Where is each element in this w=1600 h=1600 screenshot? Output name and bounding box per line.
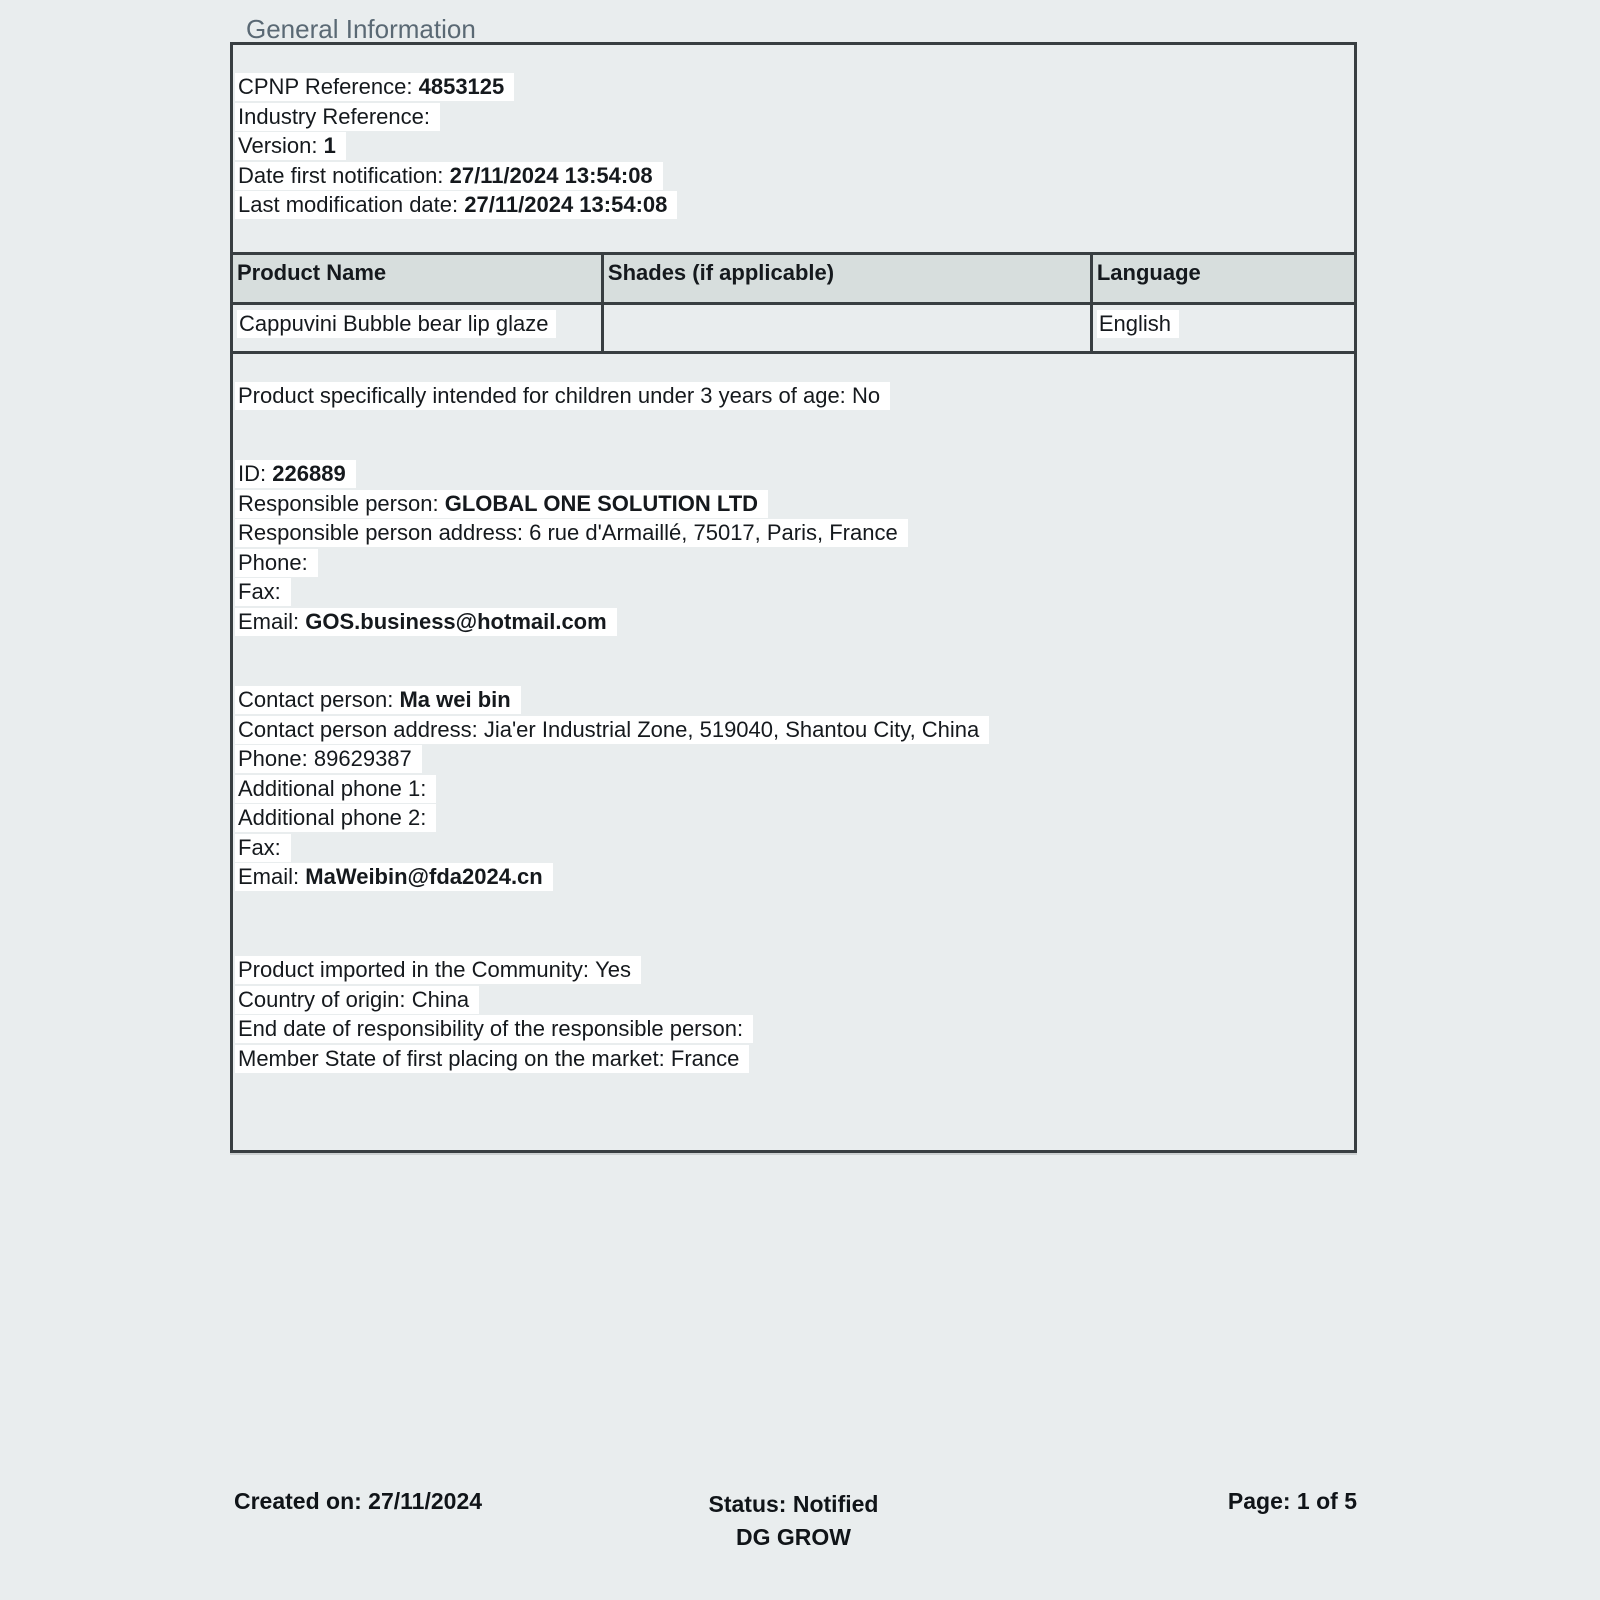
field-value: 226889 [272, 461, 346, 486]
field-value: No [851, 383, 881, 408]
field-label: Responsible person: [238, 490, 439, 516]
field-value: GLOBAL ONE SOLUTION LTD [444, 490, 759, 516]
field-responsible-person-address [235, 518, 1352, 548]
children-intended-block [235, 381, 1352, 411]
field-label: Country of origin: [238, 986, 406, 1012]
field-label: Contact person address: [238, 716, 478, 742]
field-value: 1 [323, 133, 336, 158]
field-responsible-person [235, 489, 1352, 519]
field-label: Product specifically intended for children under 3 years of age: [238, 383, 846, 408]
field-value: China [411, 986, 470, 1012]
field-last-modification-date [235, 190, 1352, 220]
footer-org: DG GROW [736, 1524, 851, 1550]
field-additional-phone-2 [235, 803, 1352, 833]
field-value: MaWeibin@fda2024.cn [305, 864, 543, 889]
col-header-language: Language [1091, 254, 1355, 304]
field-label: Fax: [238, 834, 281, 860]
col-header-shades: Shades (if applicable) [602, 254, 1091, 304]
general-information-panel [230, 42, 1357, 1153]
field-value: 27/11/2024 13:54:08 [464, 192, 668, 217]
field-date-first-notification [235, 161, 1352, 191]
field-country-of-origin [235, 985, 1352, 1015]
cell-product-name: Cappuvini Bubble bear lip glaze [232, 304, 603, 353]
field-contact-fax [235, 833, 1352, 863]
table-row [232, 304, 1356, 353]
field-label: Member State of first placing on the market: [238, 1045, 665, 1071]
field-label: Phone: [238, 549, 308, 575]
field-value: Ma wei bin [399, 687, 511, 712]
field-label: Industry Reference: [238, 103, 430, 129]
field-rp-email [235, 607, 1352, 637]
product-table [230, 252, 1357, 354]
field-label: Version: [238, 133, 318, 158]
footer-created-on: Created on: 27/11/2024 [234, 1488, 483, 1514]
field-member-state-first-placing [235, 1044, 1352, 1074]
field-label: Phone: [238, 746, 308, 771]
field-value: 6 rue d'Armaillé, 75017, Paris, France [529, 520, 898, 545]
field-contact-email [235, 862, 1352, 892]
field-label: Product imported in the Community: [238, 957, 589, 982]
field-children-under-3 [235, 381, 1352, 411]
footer-status: Status: Notified [708, 1491, 879, 1517]
field-value: 27/11/2024 13:54:08 [449, 162, 653, 188]
notification-reference-block [235, 72, 1352, 220]
field-label: Email: [238, 608, 300, 634]
field-label: Additional phone 2: [238, 805, 427, 830]
field-version [235, 131, 1352, 161]
field-value: France [670, 1045, 740, 1071]
field-label: Additional phone 1: [238, 775, 427, 801]
field-value: 89629387 [313, 746, 412, 771]
col-header-product-name: Product Name [232, 254, 603, 304]
field-label: Email: [238, 864, 300, 889]
footer-page-number: Page: 1 of 5 [1227, 1488, 1357, 1514]
import-info-block [235, 955, 1352, 1073]
field-value: Jia'er Industrial Zone, 519040, Shantou City, China [483, 716, 980, 742]
field-rp-fax [235, 577, 1352, 607]
field-industry-reference [235, 102, 1352, 132]
cell-language: English [1091, 304, 1355, 353]
field-label: Responsible person address: [238, 520, 523, 545]
cell-shades [602, 304, 1091, 353]
responsible-person-block [235, 459, 1352, 636]
field-rp-phone [235, 548, 1352, 578]
field-label: ID: [238, 461, 267, 486]
field-label: Fax: [238, 579, 281, 604]
field-contact-person [235, 685, 1352, 715]
contact-person-block [235, 685, 1352, 892]
field-contact-phone [235, 744, 1352, 774]
field-label: Date first notification: [238, 162, 444, 188]
field-id [235, 459, 1352, 489]
table-header-row [232, 254, 1356, 304]
field-contact-person-address [235, 715, 1352, 745]
field-label: End date of responsibility of the responsible person: [238, 1016, 744, 1041]
field-value: GOS.business@hotmail.com [305, 608, 607, 634]
field-cpnp-reference [235, 72, 1352, 102]
field-label: Contact person: [238, 687, 394, 712]
field-value: 4853125 [418, 74, 505, 99]
field-value: Yes [595, 957, 631, 982]
page-title: General Information [246, 14, 476, 44]
field-end-date-responsibility [235, 1014, 1352, 1044]
field-label: CPNP Reference: [238, 74, 413, 99]
field-label: Last modification date: [238, 192, 459, 217]
field-product-imported [235, 955, 1352, 985]
field-additional-phone-1 [235, 774, 1352, 804]
